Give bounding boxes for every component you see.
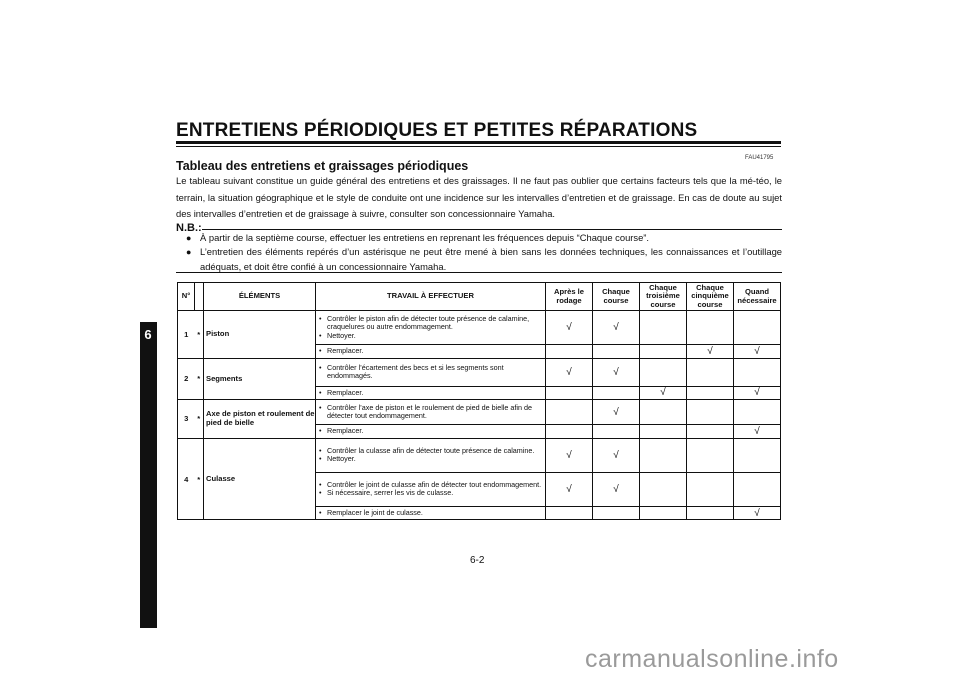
header-each-third: Chaque troisième course [640, 283, 687, 311]
header-each-race: Chaque course [593, 283, 640, 311]
check-mark: √ [687, 345, 734, 359]
work-cell: • Contrôler la culasse afin de détecter toute présence de calamine. • Nettoyer. [316, 438, 546, 472]
check-mark: √ [640, 386, 687, 400]
header-number: N° [178, 283, 195, 311]
note-label: N.B.: [176, 222, 202, 234]
header-when-needed: Quand nécessaire [734, 283, 781, 311]
element-name: Axe de piston et roulement de pied de bielle [204, 400, 316, 439]
check-mark: √ [546, 358, 593, 386]
chapter-number: 6 [144, 327, 152, 342]
row-number: 4 [178, 438, 195, 520]
check-mark: √ [734, 425, 781, 439]
intro-paragraph: Le tableau suivant constitue un guide général des entretiens et des graissages. Il ne faut pas oublier que certains facteurs tels que la mé-téo, le terrain, la situation géographique et le style de conduite ont une incidence sur les intervalles d’entretien et de graissage. En cas de doute au sujet des intervalles d’entretien et de graissage à suivre, consulter son concessionnaire Yamaha. [176, 175, 782, 219]
check-mark: √ [593, 311, 640, 345]
element-name: Piston [204, 311, 316, 359]
maintenance-table [177, 282, 781, 520]
check-mark: √ [734, 386, 781, 400]
element-name: Culasse [204, 438, 316, 520]
chapter-tab [140, 322, 157, 628]
asterisk-mark: * [195, 400, 204, 439]
page-number: 6-2 [470, 555, 485, 566]
check-mark: √ [593, 438, 640, 472]
check-mark: √ [593, 472, 640, 506]
table-row [178, 400, 781, 425]
work-cell: • Remplacer. [316, 345, 546, 359]
table-row [178, 311, 781, 345]
check-mark: √ [593, 400, 640, 425]
asterisk-mark: * [195, 311, 204, 359]
note-item: ● À partir de la septième course, effectuer les entretiens en reprenant les fréquences depuis “Chaque course”. [186, 231, 782, 246]
row-number: 3 [178, 400, 195, 439]
check-mark: √ [546, 472, 593, 506]
check-mark: √ [734, 345, 781, 359]
asterisk-mark: * [195, 358, 204, 400]
header-after-break-in: Après le rodage [546, 283, 593, 311]
note-item: ● L’entretien des éléments repérés d’un astérisque ne peut être mené à bien sans les données techniques, les connaissances et l’outillage adéquats, et doit être confié à un concessionnaire Yamaha. [186, 246, 782, 272]
bullet-icon: ● [186, 233, 192, 243]
work-cell: • Remplacer le joint de culasse. [316, 506, 546, 520]
work-cell: • Contrôler le piston afin de détecter toute présence de calamine, craquelures ou autre endommagement. • Nettoyer. [316, 311, 546, 345]
work-cell: • Remplacer. [316, 386, 546, 400]
title-rule-thin [176, 146, 781, 147]
note-rule [202, 229, 782, 230]
asterisk-mark: * [195, 438, 204, 520]
check-mark: √ [546, 311, 593, 345]
section-heading: Tableau des entretiens et graissages périodiques [176, 159, 469, 173]
row-number: 2 [178, 358, 195, 400]
watermark: carmanualsonline.info [585, 645, 839, 673]
table-row [178, 358, 781, 386]
table-row [178, 438, 781, 472]
header-work: TRAVAIL À EFFECTUER [316, 283, 546, 311]
element-name: Segments [204, 358, 316, 400]
work-cell: • Contrôler le joint de culasse afin de détecter tout endommagement. • Si nécessaire, serrer les vis de culasse. [316, 472, 546, 506]
work-cell: • Contrôler l’axe de piston et le roulement de pied de bielle afin de détecter tout endommagement. [316, 400, 546, 425]
header-each-fifth: Chaque cinquième course [687, 283, 734, 311]
bullet-icon: ● [186, 247, 192, 257]
work-cell: • Remplacer. [316, 425, 546, 439]
check-mark: √ [734, 506, 781, 520]
header-elements: ÉLÉMENTS [204, 283, 316, 311]
table-header-row [178, 283, 781, 311]
title-rule [176, 141, 781, 144]
check-mark: √ [546, 438, 593, 472]
row-number: 1 [178, 311, 195, 359]
reference-code: FAU41795 [745, 155, 774, 161]
page-title: ENTRETIENS PÉRIODIQUES ET PETITES RÉPARATIONS [176, 120, 698, 141]
work-cell: • Contrôler l’écartement des becs et si les segments sont endommagés. [316, 358, 546, 386]
check-mark: √ [593, 358, 640, 386]
note-end-rule [176, 272, 782, 273]
